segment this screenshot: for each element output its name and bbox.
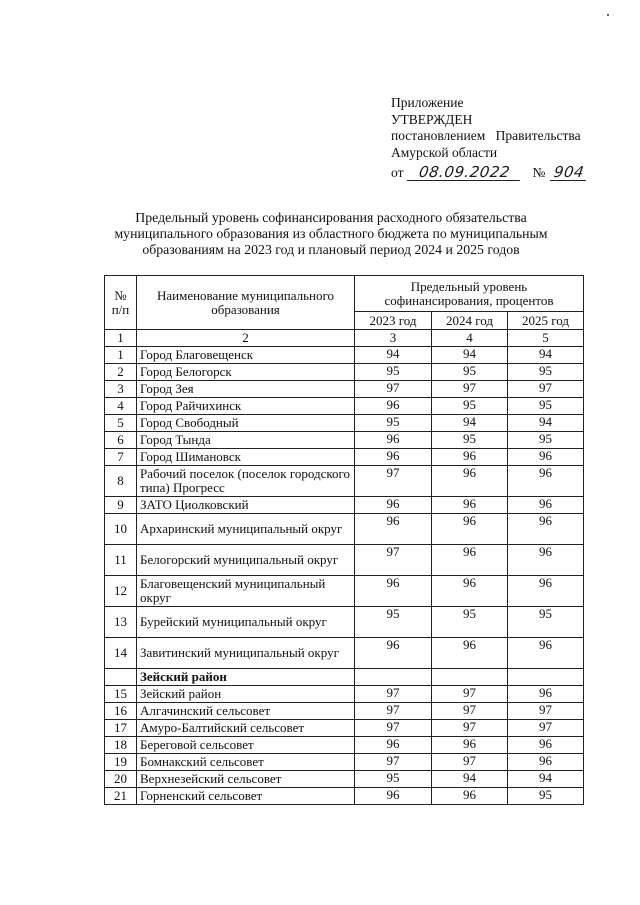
from-label: от xyxy=(391,164,404,180)
value-2024: 96 xyxy=(432,788,508,805)
value-2025: 96 xyxy=(508,449,584,466)
table-row xyxy=(105,545,584,576)
approval-block xyxy=(391,95,626,181)
header-year-2024: 2024 год xyxy=(432,312,508,330)
value-2024: 96 xyxy=(432,737,508,754)
value-2025: 96 xyxy=(508,497,584,514)
value-2024: 95 xyxy=(432,607,508,638)
municipality-name: ЗАТО Циолковский xyxy=(137,497,355,514)
municipality-name: Город Райчихинск xyxy=(137,398,355,415)
municipality-name: Бурейский муниципальный округ xyxy=(137,607,355,638)
value-2023: 97 xyxy=(355,754,432,771)
value-2023: 96 xyxy=(355,398,432,415)
col-number-3: 3 xyxy=(355,330,432,347)
municipality-name: Горненский сельсовет xyxy=(137,788,355,805)
value-2024: 94 xyxy=(432,771,508,788)
table-row xyxy=(105,576,584,607)
approved-label: УТВЕРЖДЕН xyxy=(391,111,473,127)
municipality-name: Город Тында xyxy=(137,432,355,449)
header-year-2023: 2023 год xyxy=(355,312,432,330)
value-2023 xyxy=(355,669,432,686)
value-2024: 97 xyxy=(432,754,508,771)
value-2024: 97 xyxy=(432,686,508,703)
value-2024: 97 xyxy=(432,720,508,737)
col-number-2: 2 xyxy=(137,330,355,347)
value-2023: 97 xyxy=(355,720,432,737)
value-2025: 95 xyxy=(508,364,584,381)
value-2025: 96 xyxy=(508,545,584,576)
scan-speck xyxy=(607,14,609,16)
table-row xyxy=(105,364,584,381)
municipality-name: Алгачинский сельсовет xyxy=(137,703,355,720)
row-number: 18 xyxy=(105,737,137,754)
municipality-name: Зейский район xyxy=(137,686,355,703)
table-row xyxy=(105,754,584,771)
row-number: 19 xyxy=(105,754,137,771)
municipality-name: Бомнакский сельсовет xyxy=(137,754,355,771)
value-2025: 96 xyxy=(508,754,584,771)
table-row xyxy=(105,703,584,720)
value-2024: 94 xyxy=(432,415,508,432)
value-2023: 96 xyxy=(355,638,432,669)
table-row xyxy=(105,449,584,466)
value-2023: 97 xyxy=(355,545,432,576)
value-2024 xyxy=(432,669,508,686)
row-number: 14 xyxy=(105,638,137,669)
value-2025: 96 xyxy=(508,576,584,607)
municipality-name: Белогорский муниципальный округ xyxy=(137,545,355,576)
value-2024: 97 xyxy=(432,703,508,720)
value-2024: 96 xyxy=(432,514,508,545)
row-number: 8 xyxy=(105,466,137,497)
value-2023: 97 xyxy=(355,703,432,720)
value-2023: 95 xyxy=(355,415,432,432)
table-header-row xyxy=(105,276,584,312)
row-number: 1 xyxy=(105,347,137,364)
handwritten-date: 08.09.2022 xyxy=(407,164,522,181)
value-2024: 96 xyxy=(432,545,508,576)
value-2024: 95 xyxy=(432,364,508,381)
date-number-line xyxy=(391,161,626,181)
row-number: 20 xyxy=(105,771,137,788)
value-2024: 95 xyxy=(432,398,508,415)
table-row xyxy=(105,432,584,449)
value-2023: 95 xyxy=(355,607,432,638)
value-2023: 96 xyxy=(355,576,432,607)
municipality-name: Верхнезейский сельсовет xyxy=(137,771,355,788)
value-2025: 96 xyxy=(508,638,584,669)
row-number: 2 xyxy=(105,364,137,381)
value-2025: 97 xyxy=(508,703,584,720)
table-row xyxy=(105,788,584,805)
row-number: 7 xyxy=(105,449,137,466)
value-2025: 95 xyxy=(508,432,584,449)
value-2025: 96 xyxy=(508,686,584,703)
value-2024: 96 xyxy=(432,449,508,466)
value-2025: 97 xyxy=(508,720,584,737)
value-2023: 96 xyxy=(355,497,432,514)
value-2025: 97 xyxy=(508,381,584,398)
table-row xyxy=(105,497,584,514)
value-2023: 97 xyxy=(355,686,432,703)
value-2025: 96 xyxy=(508,466,584,497)
municipality-name: Рабочий поселок (поселок городского типа) Прогресс xyxy=(137,466,355,497)
value-2023: 95 xyxy=(355,771,432,788)
col-number-5: 5 xyxy=(508,330,584,347)
table-row xyxy=(105,415,584,432)
value-2025: 94 xyxy=(508,347,584,364)
number-label: № xyxy=(532,164,546,180)
row-number: 3 xyxy=(105,381,137,398)
header-num: № п/п xyxy=(105,276,137,330)
row-number: 9 xyxy=(105,497,137,514)
municipality-name: Завитинский муниципальный округ xyxy=(137,638,355,669)
municipality-name: Город Свободный xyxy=(137,415,355,432)
value-2023: 96 xyxy=(355,514,432,545)
row-number: 15 xyxy=(105,686,137,703)
value-2025: 96 xyxy=(508,737,584,754)
table-row xyxy=(105,398,584,415)
row-number: 5 xyxy=(105,415,137,432)
value-2023: 96 xyxy=(355,449,432,466)
value-2024: 96 xyxy=(432,497,508,514)
value-2025: 96 xyxy=(508,514,584,545)
row-number: 21 xyxy=(105,788,137,805)
value-2024: 97 xyxy=(432,381,508,398)
table-row xyxy=(105,771,584,788)
table-row xyxy=(105,686,584,703)
municipality-name: Амуро-Балтийский сельсовет xyxy=(137,720,355,737)
row-number: 4 xyxy=(105,398,137,415)
value-2024: 94 xyxy=(432,347,508,364)
document-title: Предельный уровень софинансирования расходного обязательства муниципального образования из областного бюджета по муниципальным образованиям на 2023 год и плановый период 2024 и 2025 годов xyxy=(114,210,548,257)
value-2023: 97 xyxy=(355,466,432,497)
municipality-name: Благовещенский муниципальный округ xyxy=(137,576,355,607)
value-2024: 96 xyxy=(432,466,508,497)
section-row xyxy=(105,669,584,686)
table-row xyxy=(105,638,584,669)
col-number-1: 1 xyxy=(105,330,137,347)
municipality-name: Город Зея xyxy=(137,381,355,398)
appendix-label: Приложение xyxy=(391,95,464,110)
row-number: 12 xyxy=(105,576,137,607)
value-2025 xyxy=(508,669,584,686)
municipality-name: Город Шимановск xyxy=(137,449,355,466)
region-label: Амурской области xyxy=(391,144,498,160)
value-2025: 95 xyxy=(508,398,584,415)
value-2023: 95 xyxy=(355,364,432,381)
row-number: 13 xyxy=(105,607,137,638)
value-2025: 94 xyxy=(508,415,584,432)
row-number: 6 xyxy=(105,432,137,449)
handwritten-number: 904 xyxy=(550,164,588,181)
value-2025: 95 xyxy=(508,788,584,805)
value-2025: 94 xyxy=(508,771,584,788)
header-name: Наименование муниципального образования xyxy=(137,276,355,330)
table-row xyxy=(105,737,584,754)
table-row xyxy=(105,347,584,364)
value-2024: 95 xyxy=(432,432,508,449)
cofinancing-table xyxy=(104,275,584,805)
municipality-name: Архаринский муниципальный округ xyxy=(137,514,355,545)
row-number xyxy=(105,669,137,686)
column-number-row xyxy=(105,330,584,347)
header-level: Предельный уровень софинансирования, процентов xyxy=(355,276,584,312)
header-year-2025: 2025 год xyxy=(508,312,584,330)
row-number: 11 xyxy=(105,545,137,576)
value-2023: 96 xyxy=(355,432,432,449)
resolution-label: постановлением Правительства xyxy=(391,128,581,143)
value-2024: 96 xyxy=(432,576,508,607)
row-number: 17 xyxy=(105,720,137,737)
municipality-name: Город Белогорск xyxy=(137,364,355,381)
value-2023: 96 xyxy=(355,737,432,754)
row-number: 16 xyxy=(105,703,137,720)
municipality-name: Зейский район xyxy=(137,669,355,686)
municipality-name: Город Благовещенск xyxy=(137,347,355,364)
value-2024: 96 xyxy=(432,638,508,669)
value-2025: 95 xyxy=(508,607,584,638)
value-2023: 94 xyxy=(355,347,432,364)
table-row xyxy=(105,381,584,398)
col-number-4: 4 xyxy=(432,330,508,347)
row-number: 10 xyxy=(105,514,137,545)
table-row xyxy=(105,514,584,545)
table-row xyxy=(105,607,584,638)
value-2023: 96 xyxy=(355,788,432,805)
value-2023: 97 xyxy=(355,381,432,398)
table-row xyxy=(105,720,584,737)
table-row xyxy=(105,466,584,497)
municipality-name: Береговой сельсовет xyxy=(137,737,355,754)
